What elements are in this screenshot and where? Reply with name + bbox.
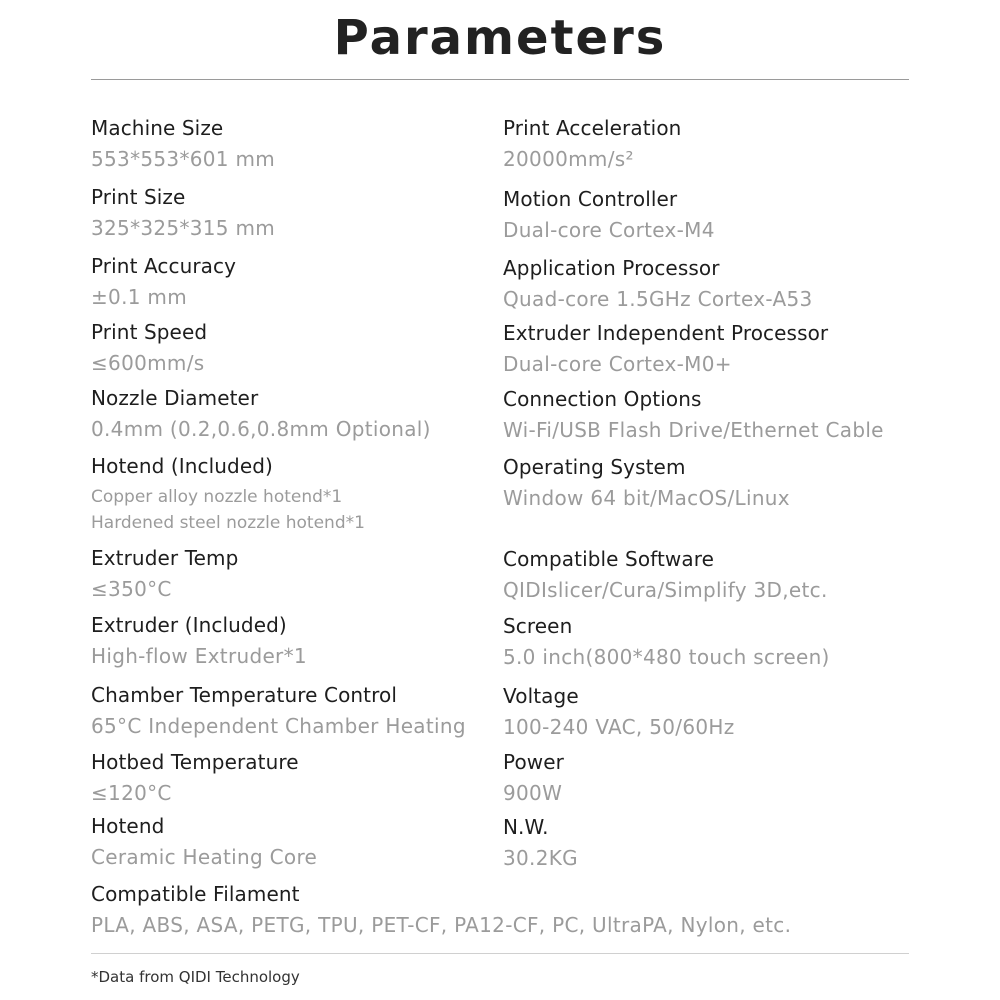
spec-value: QIDIslicer/Cura/Simplify 3D,etc. <box>503 578 828 602</box>
spec-voltage <box>503 683 735 740</box>
spec-label: Application Processor <box>503 256 720 280</box>
spec-label: Hotbed Temperature <box>91 750 299 774</box>
spec-label: Extruder Independent Processor <box>503 321 829 345</box>
spec-extruder-included <box>91 612 307 669</box>
spec-value: ≤120°C <box>91 781 172 805</box>
spec-label: Print Size <box>91 185 186 209</box>
spec-label: Print Accuracy <box>91 254 237 278</box>
spec-value: ≤350°C <box>91 577 172 601</box>
spec-value: 100-240 VAC, 50/60Hz <box>503 715 735 739</box>
spec-label: Machine Size <box>91 116 224 140</box>
spec-extruder-temp <box>91 545 238 602</box>
spec-connection-options <box>503 386 884 443</box>
spec-value: 553*553*601 mm <box>91 147 276 171</box>
spec-label: Print Speed <box>91 320 208 344</box>
spec-value: ≤600mm/s <box>91 351 205 375</box>
spec-value: ±0.1 mm <box>91 285 187 309</box>
spec-label: Extruder Temp <box>91 546 239 570</box>
spec-compatible-filament <box>91 881 791 938</box>
spec-machine-size <box>91 115 275 172</box>
spec-print-size <box>91 184 275 241</box>
spec-label: N.W. <box>503 815 549 839</box>
spec-value: 20000mm/s² <box>503 147 634 171</box>
spec-value: 0.4mm (0.2,0.6,0.8mm Optional) <box>91 417 431 441</box>
spec-label: Nozzle Diameter <box>91 386 259 410</box>
spec-screen <box>503 613 830 670</box>
spec-value: Ceramic Heating Core <box>91 845 318 869</box>
spec-value: Dual-core Cortex-M4 <box>503 218 715 242</box>
spec-compatible-software <box>503 546 828 603</box>
spec-value-line: Hardened steel nozzle hotend*1 <box>91 513 365 533</box>
spec-value: Dual-core Cortex-M0+ <box>503 352 732 376</box>
spec-value: 30.2KG <box>503 846 578 870</box>
spec-label: Chamber Temperature Control <box>91 683 398 707</box>
spec-label: Compatible Software <box>503 547 715 571</box>
spec-motion-controller <box>503 186 715 243</box>
footnote: *Data from QIDI Technology <box>91 968 300 986</box>
spec-value-line: Copper alloy nozzle hotend*1 <box>91 487 343 507</box>
spec-label: Screen <box>503 614 573 638</box>
spec-operating-system <box>503 454 790 511</box>
spec-value: 65°C Independent Chamber Heating <box>91 714 466 738</box>
spec-value: PLA, ABS, ASA, PETG, TPU, PET-CF, PA12-CF, PC, UltraPA, Nylon, etc. <box>91 913 792 937</box>
spec-value: High-flow Extruder*1 <box>91 644 307 668</box>
spec-label: Operating System <box>503 455 686 479</box>
spec-value: Wi-Fi/USB Flash Drive/Ethernet Cable <box>503 418 884 442</box>
spec-print-speed <box>91 319 207 376</box>
spec-value: 325*325*315 mm <box>91 216 276 240</box>
page-title: Parameters <box>333 10 667 66</box>
spec-print-accuracy <box>91 253 236 310</box>
footnote-divider <box>91 953 909 954</box>
spec-label: Print Acceleration <box>503 116 682 140</box>
spec-label: Extruder (Included) <box>91 613 287 637</box>
spec-value: Quad-core 1.5GHz Cortex-A53 <box>503 287 813 311</box>
spec-label: Power <box>503 750 564 774</box>
spec-label: Compatible Filament <box>91 882 300 906</box>
spec-application-processor <box>503 255 813 312</box>
spec-value: 5.0 inch(800*480 touch screen) <box>503 645 830 669</box>
spec-hotend <box>91 813 317 870</box>
spec-label: Hotend <box>91 814 165 838</box>
spec-extruder-independent-processor <box>503 320 828 377</box>
spec-print-acceleration <box>503 115 681 172</box>
spec-net-weight <box>503 814 578 871</box>
spec-label: Voltage <box>503 684 579 708</box>
spec-value: 900W <box>503 781 563 805</box>
spec-chamber-temperature-control <box>91 682 466 739</box>
spec-power <box>503 749 564 806</box>
spec-hotbed-temperature <box>91 749 299 806</box>
spec-hotend-included <box>91 453 365 535</box>
spec-label: Hotend (Included) <box>91 454 273 478</box>
title-divider <box>91 79 909 80</box>
spec-label: Motion Controller <box>503 187 678 211</box>
spec-label: Connection Options <box>503 387 702 411</box>
spec-value: Window 64 bit/MacOS/Linux <box>503 486 790 510</box>
spec-nozzle-diameter <box>91 385 431 442</box>
